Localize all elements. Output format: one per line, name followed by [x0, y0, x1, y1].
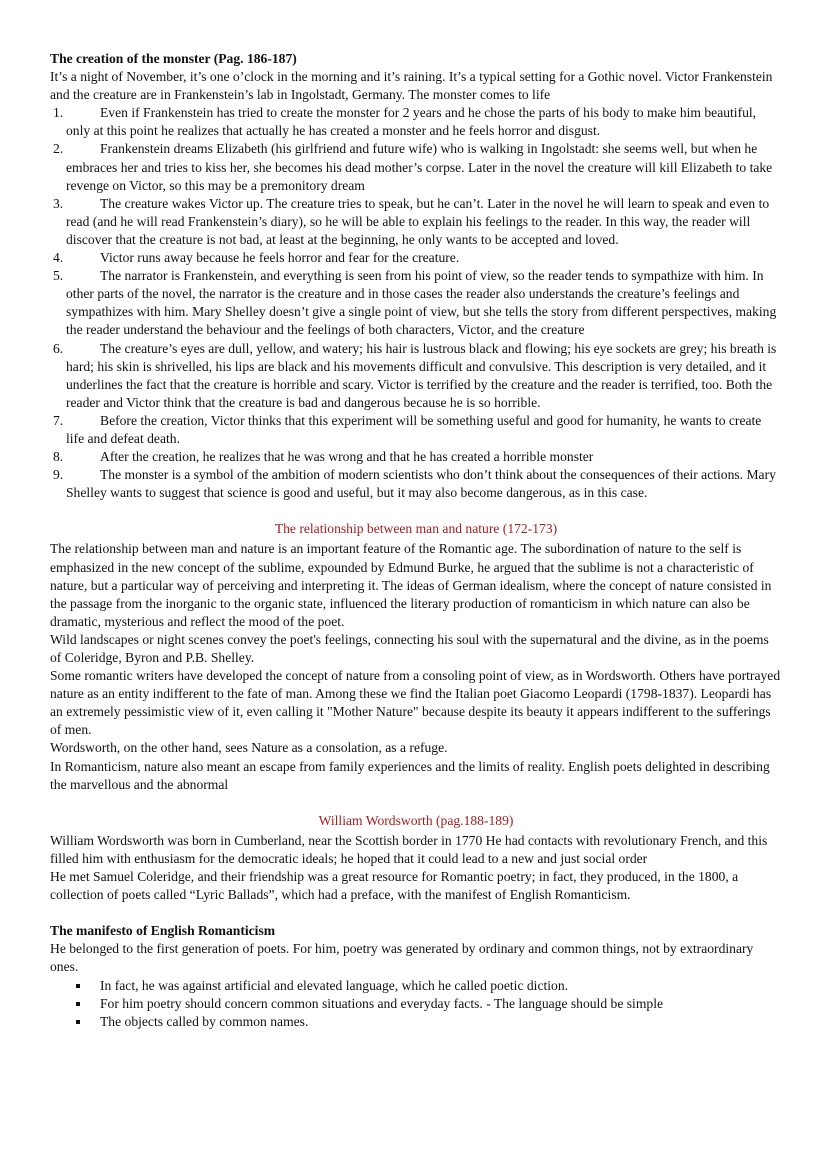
- list-number: 8.: [53, 449, 64, 465]
- list-item: [50, 104, 782, 140]
- list-number: 3.: [53, 195, 64, 211]
- list-number: 2.: [53, 141, 64, 157]
- bullet-item: [50, 995, 782, 1013]
- list-number: 7.: [53, 412, 64, 428]
- section-heading-man-nature: The relationship between man and nature (172-173): [274, 521, 558, 537]
- list-text: The creature’s eyes are dull, yellow, and watery; his hair is lustrous black and flowing; his eye sockets are grey; his breath is hard; his skin is shrivelled, his lips are black and his movements difficult and convulsive. This description is very detailed, and it underlines the fact that the creature is horrible and scary. Victor is terrified by the creature and the reader is terrified, too. Both the reader and Victor think that the creature is bad and dangerous because he is so horrible.: [66, 340, 777, 410]
- paragraph: William Wordsworth was born in Cumberland, near the Scottish border in 1770 He had contacts with revolutionary French, and this filled him with enthusiasm for the democratic ideals; he hoped that it could lead to a new and just social order: [50, 832, 768, 866]
- bullet-item: [50, 977, 782, 995]
- list-text: The narrator is Frankenstein, and everything is seen from his point of view, so the reader tends to sympathize with him. In other parts of the novel, the narrator is the creature and in those cases the reader also understands the creature’s feelings and sympathizes with him. Mary Shelley doesn’t give a single point of view, but she tells the story from different perspectives, making the reader understand the behaviour and the feelings of both characters, Victor, and the creature: [66, 268, 777, 338]
- bullet-list: [50, 977, 782, 1031]
- list-number: 5.: [53, 268, 64, 284]
- section-heading-manifesto: The manifesto of English Romanticism: [50, 923, 276, 939]
- list-item: [50, 340, 782, 412]
- list-item: [50, 195, 782, 249]
- paragraph: Wordsworth, on the other hand, sees Nature as a consolation, as a refuge.: [50, 740, 448, 756]
- section-heading-wordsworth: William Wordsworth (pag.188-189): [318, 812, 514, 828]
- paragraph: The relationship between man and nature is an important feature of the Romantic age. The subordination of nature to the self is emphasized in the new concept of the sublime, expounded by Edmund Burke, he argued that the sublime is not a characteristic of nature, but a particular way of perceiving and interpreting it. The ideas of German idealism, where the concept of nature consisted in the passage from the inorganic to the organic state, influenced the literary production of romanticism in which nature can also be dramatic, mysterious and reflect the mood of the poet.: [50, 541, 772, 629]
- list-text: Even if Frankenstein has tried to create the monster for 2 years and he chose the parts of his body to make him beautiful, only at this point he realizes that actually he has created a monster and he feels horror and disgust.: [66, 105, 757, 139]
- bullet-text: The objects called by common names.: [100, 1013, 309, 1029]
- list-text: The monster is a symbol of the ambition of modern scientists who don’t think about the consequences of their actions. Mary Shelley wants to suggest that science is good and useful, but it may also become dangerous, as in this case.: [66, 467, 776, 501]
- list-number: 6.: [53, 340, 64, 356]
- list-item: [50, 412, 782, 448]
- bullet-icon: [76, 984, 80, 988]
- list-text: Victor runs away because he feels horror and fear for the creature.: [100, 250, 460, 266]
- bullet-text: For him poetry should concern common situations and everyday facts. - The language should be simple: [100, 995, 664, 1011]
- list-item: [50, 140, 782, 194]
- section-heading-creation: The creation of the monster (Pag. 186-187): [50, 51, 297, 66]
- list-item: [50, 466, 782, 502]
- section-intro: It’s a night of November, it’s one o’clock in the morning and it’s raining. It’s a typical setting for a Gothic novel. Victor Frankenstein and the creature are in Frankenstein’s lab in Ingolstadt, Germany. The monster comes to life: [50, 69, 773, 103]
- bullet-icon: [76, 1002, 80, 1006]
- section-intro: He belonged to the first generation of poets. For him, poetry was generated by ordinary and common things, not by extraordinary ones.: [50, 941, 754, 975]
- bullet-text: In fact, he was against artificial and elevated language, which he called poetic diction.: [100, 977, 569, 993]
- paragraph: In Romanticism, nature also meant an escape from family experiences and the limits of reality. English poets delighted in describing the marvellous and the abnormal: [50, 758, 770, 792]
- list-number: 9.: [53, 467, 64, 483]
- paragraph: Wild landscapes or night scenes convey the poet's feelings, connecting his soul with the supernatural and the divine, as in the poems of Coleridge, Byron and P.B. Shelley.: [50, 631, 769, 665]
- list-text: Before the creation, Victor thinks that this experiment will be something useful and good for humanity, he wants to create life and defeat death.: [66, 412, 762, 446]
- paragraph: Some romantic writers have developed the concept of nature from a consoling point of view, as in Wordsworth. Others have portrayed nature as an entity indifferent to the fate of man. Among these we find the Italian poet Giacomo Leopardi (1798-1837). Leopardi has an extremely pessimistic view of it, even calling it "Mother Nature" because despite its beauty it appears indifferent to the sufferings of men.: [50, 668, 781, 738]
- list-item: [50, 448, 782, 466]
- list-number: 4.: [53, 250, 64, 266]
- list-item: [50, 267, 782, 339]
- paragraph: He met Samuel Coleridge, and their friendship was a great resource for Romantic poetry; in fact, they produced, in the 1800, a collection of poets called “Lyric Ballads”, which had a preface, with the manifest of English Romanticism.: [50, 869, 739, 903]
- list-text: After the creation, he realizes that he was wrong and that he has created a horrible monster: [100, 449, 594, 465]
- numbered-list: [50, 104, 782, 502]
- bullet-item: [50, 1013, 782, 1031]
- list-text: Frankenstein dreams Elizabeth (his girlfriend and future wife) who is walking in Ingolstadt: she seems well, but when he embraces her and tries to kiss her, she becomes his dead mother’s corpse. Later in the novel the creature will kill Elizabeth to take revenge on Victor, so this may be a premonitory dream: [66, 141, 773, 193]
- list-number: 1.: [53, 105, 64, 121]
- list-item: [50, 249, 782, 267]
- bullet-icon: [76, 1020, 80, 1024]
- spacer: [50, 904, 782, 922]
- list-text: The creature wakes Victor up. The creature tries to speak, but he can’t. Later in the novel he will learn to speak and even to read (and he will read Frankenstein’s diary), so he will be able to explain his feelings to the reader. In this way, the reader will discover that the creature is not bad, at least at the beginning, he only wants to be accepted and loved.: [66, 195, 770, 247]
